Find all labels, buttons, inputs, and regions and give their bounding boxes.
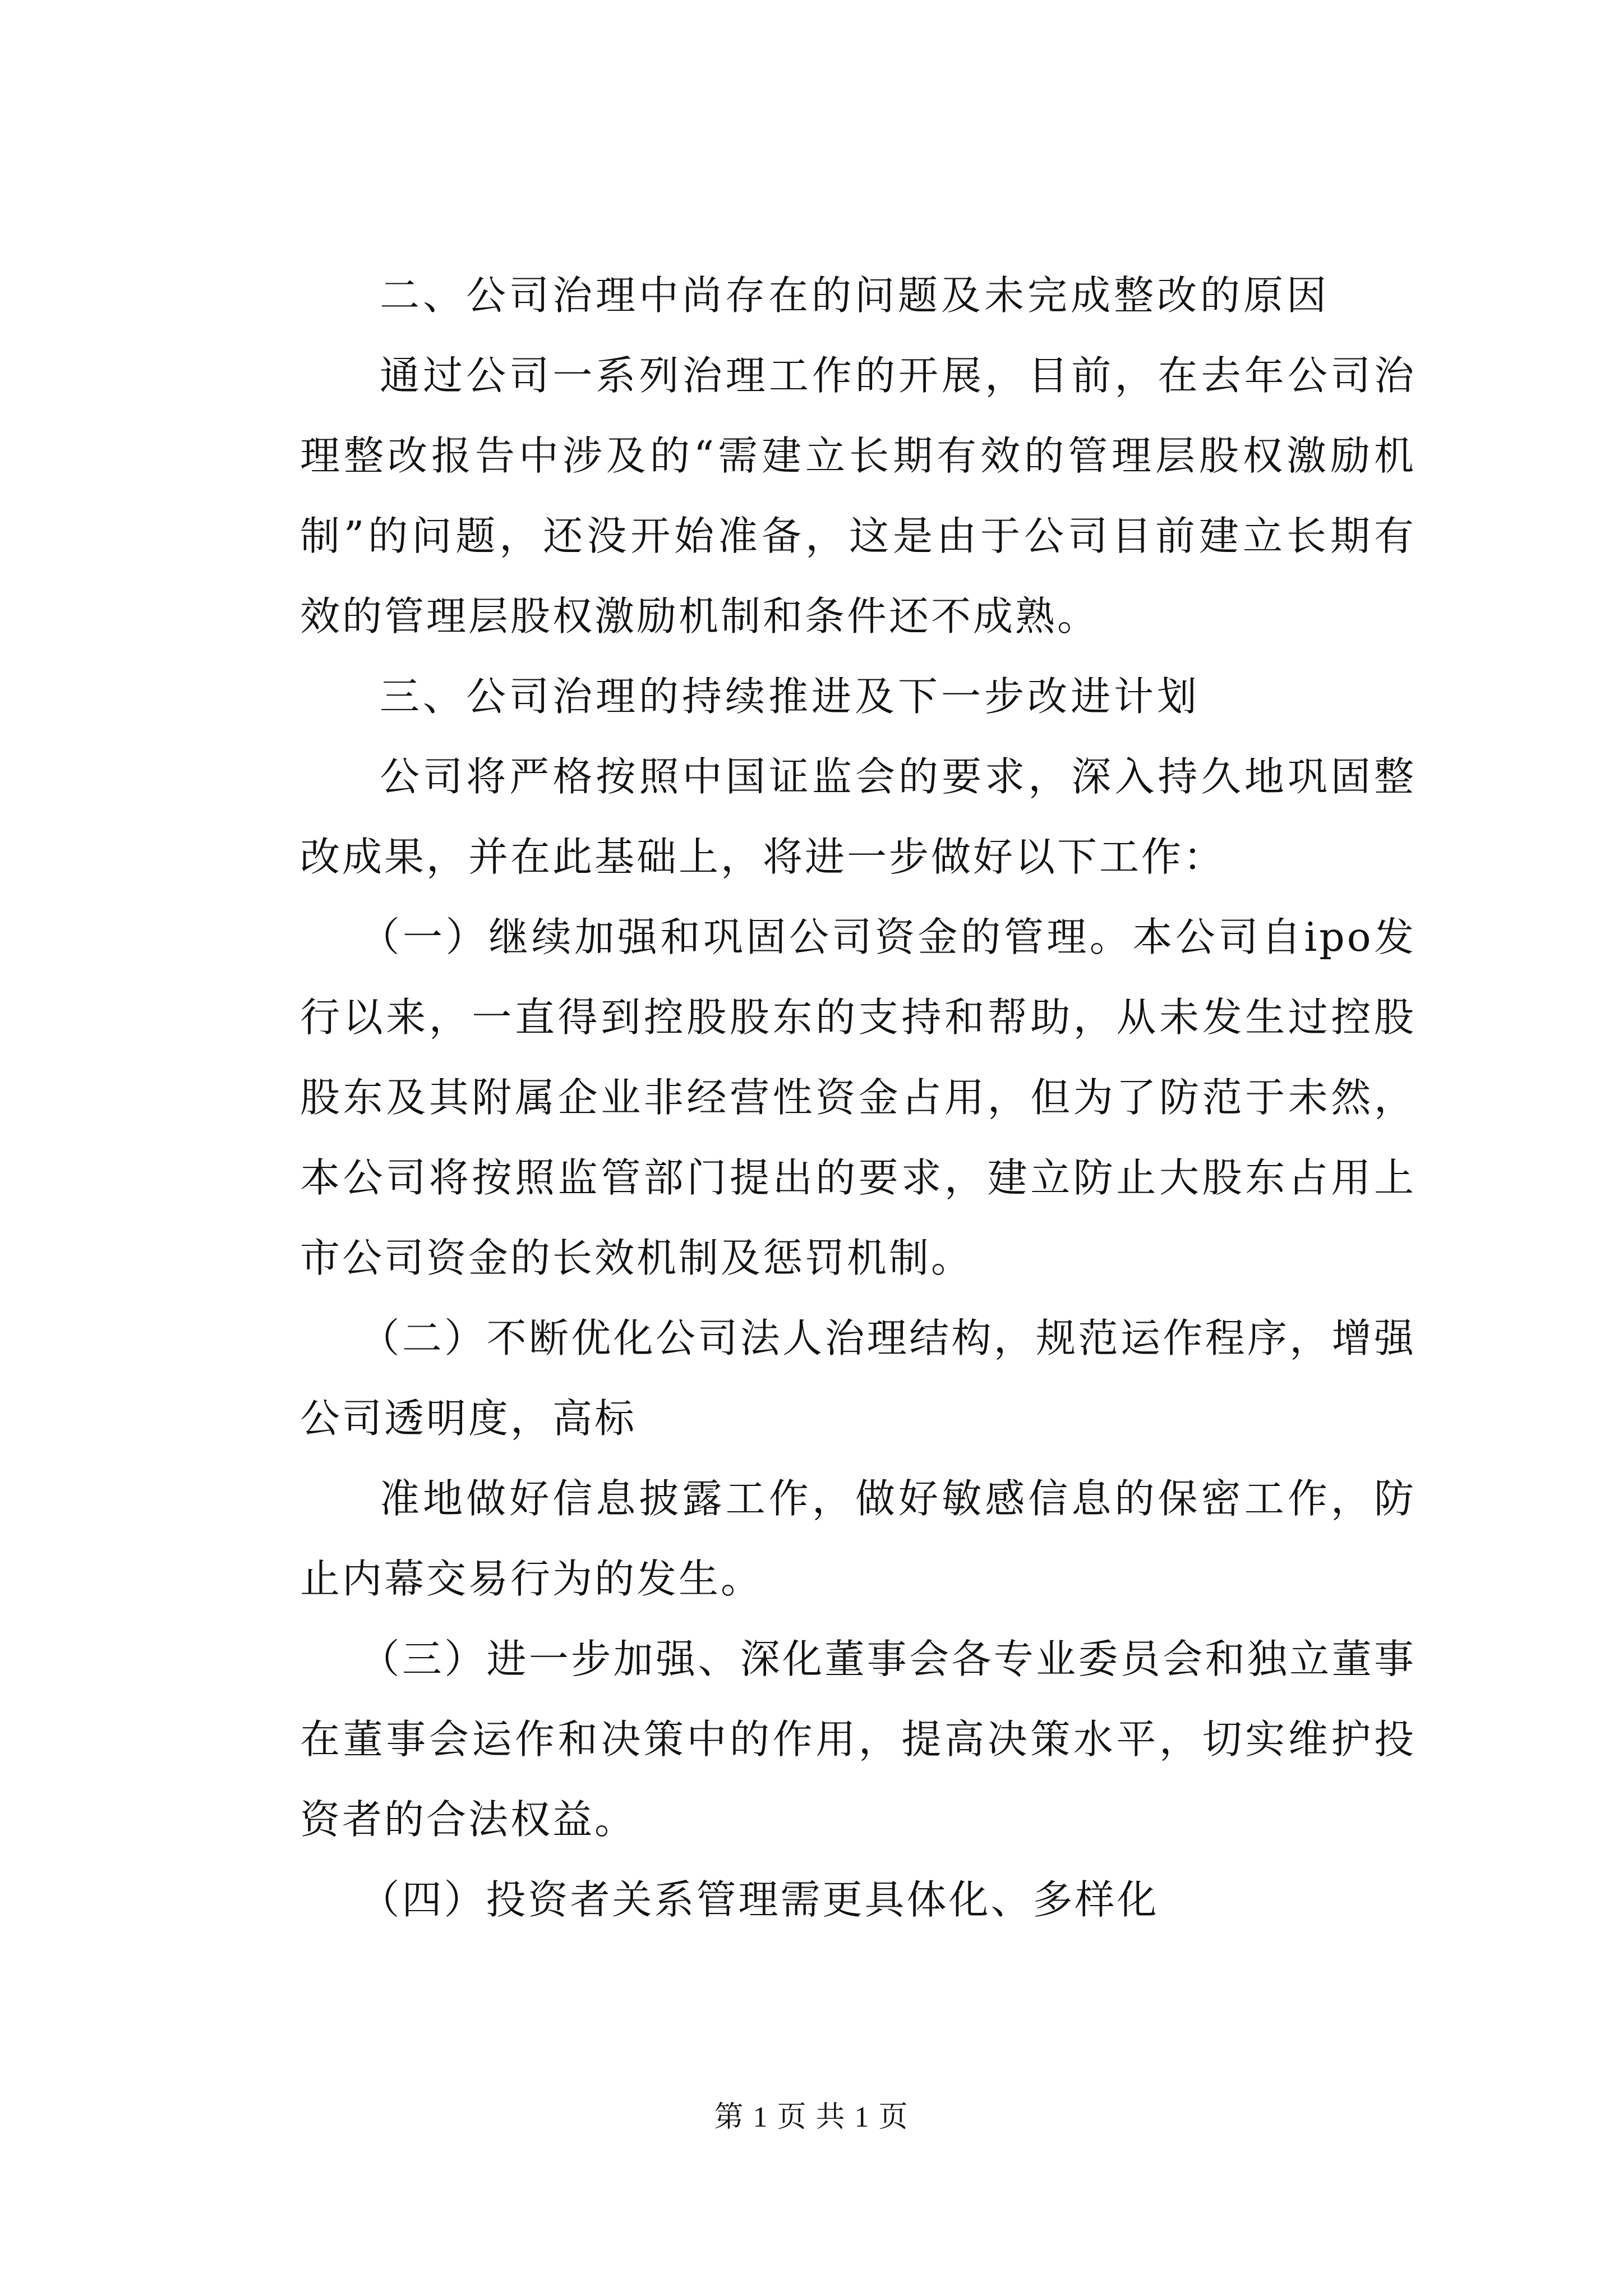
paragraph-governance-issues: 通过公司一系列治理工作的开展，目前，在去年公司治理整改报告中涉及的“需建立长期有效的管理层股权激励机制”的问题，还没开始准备，这是由于公司目前建立长期有效的管理层股权激励机制和条件还不成熟。 (300, 352, 1416, 639)
document-body (300, 255, 1416, 1940)
paragraph-item-2: （二）不断优化公司法人治理结构，规范运作程序，增强公司透明度，高标 (300, 1315, 1416, 1442)
paragraph-improvement-intro: 公司将严格按照中国证监会的要求，深入持久地巩固整改成果，并在此基础上，将进一步做好以下工作： (300, 753, 1416, 880)
section-heading-2: 二、公司治理中尚存在的问题及未完成整改的原因 (380, 272, 1330, 319)
paragraph-item-4: （四）投资者关系管理需更具体化、多样化 (359, 1876, 1159, 1923)
page-footer: 第 1 页 共 1 页 (714, 2101, 909, 2133)
paragraph-item-3: （三）进一步加强、深化董事会各专业委员会和独立董事在董事会运作和决策中的作用，提高决策水平，切实维护投资者的合法权益。 (300, 1636, 1416, 1843)
paragraph-item-2-continued: 准地做好信息披露工作，做好敏感信息的保密工作，防止内幕交易行为的发生。 (300, 1475, 1416, 1602)
section-heading-3: 三、公司治理的持续推进及下一步改进计划 (380, 673, 1201, 720)
paragraph-item-1: （一）继续加强和巩固公司资金的管理。本公司自ipo发行以来，一直得到控股股东的支持和帮助，从未发生过控股股东及其附属企业非经营性资金占用，但为了防范于未然，本公司将按照监管部门提出的要求，建立防止大股东占用上市公司资金的长效机制及惩罚机制。 (300, 914, 1416, 1281)
